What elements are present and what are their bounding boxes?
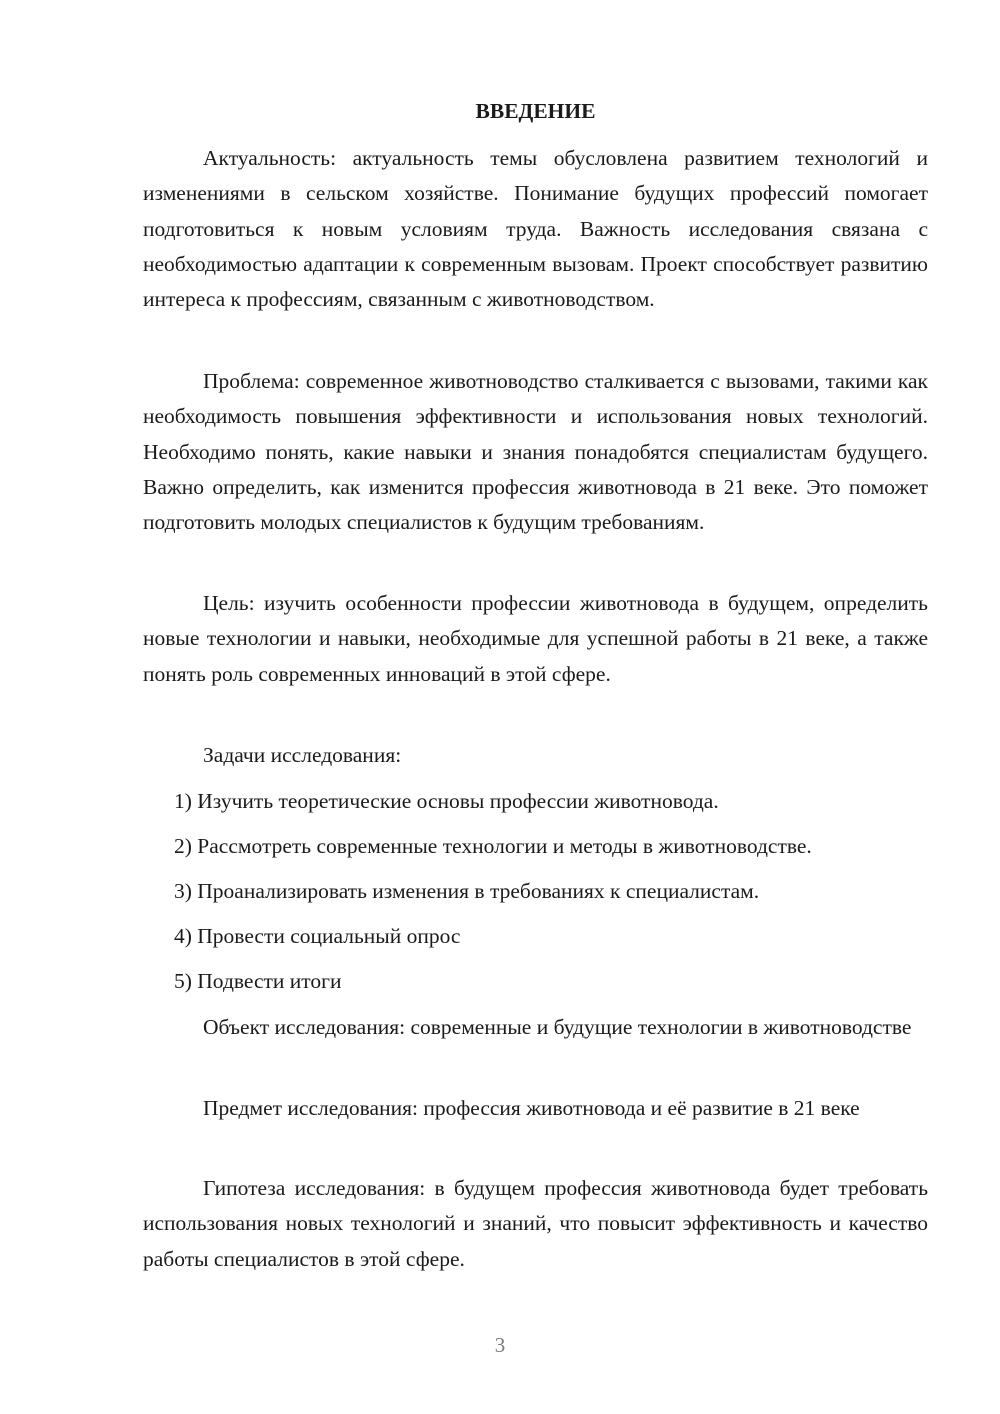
list-item: 3) Проанализировать изменения в требованиях к специалистам. [174,879,760,903]
list-item: 5) Подвести итоги [174,969,342,993]
list-item: 2) Рассмотреть современные технологии и методы в животноводстве. [174,834,812,858]
hypothesis-paragraph: Гипотеза исследования: в будущем профессия животновода будет требовать использования новых технологий и знаний, что повысит эффективность и качество работы специалистов в этой сфере. [143,1176,928,1271]
object-paragraph: Объект исследования: современные и будущие технологии в животноводстве [203,1015,912,1039]
subject-paragraph: Предмет исследования: профессия животновода и её развитие в 21 веке [203,1096,860,1120]
list-item: 4) Провести социальный опрос [174,924,461,948]
problem-paragraph: Проблема: современное животноводство сталкивается с вызовами, такими как необходимость повышения эффективности и использования новых технологий. Необходимо понять, какие навыки и знания понадобятся специалистам будущего. Важно определить, как изменится профессия животновода в 21 веке. Это поможет подготовить молодых специалистов к будущим требованиям. [143,369,928,535]
tasks-heading: Задачи исследования: [203,743,402,767]
goal-paragraph: Цель: изучить особенности профессии животновода в будущем, определить новые технологии и навыки, необходимые для успешной работы в 21 веке, а также понять роль современных инноваций в этой сфере. [143,591,928,686]
relevance-paragraph: Актуальность: актуальность темы обусловлена развитием технологий и изменениями в сельском хозяйстве. Понимание будущих профессий помогает подготовиться к новым условиям труда. Важность исследования связана с необходимостью адаптации к современным вызовам. Проект способствует развитию интереса к профессиям, связанным с животноводством. [143,146,928,312]
list-item: 1) Изучить теоретические основы профессии животновода. [174,789,719,813]
page-title: ВВЕДЕНИЕ [475,99,596,123]
page-number: 3 [494,1333,506,1357]
